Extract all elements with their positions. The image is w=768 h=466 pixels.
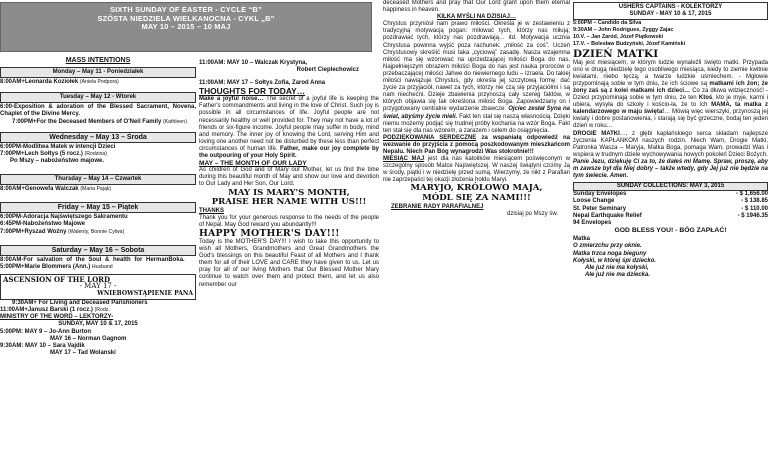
ushers-title: USHERS CAPTAINS - KOLEKTORZY [618,4,723,10]
ascension-polish: WNIEBOWSTĄPIENIE PANA [97,290,193,298]
day-friday [0,202,196,235]
maryjo-heading-1: MARYJO, KRÓLOWO MAJA, [410,183,543,194]
day-header: Friday – May 15 – Piątek [0,202,196,213]
mothers-day-continued: deceased Mothers and pray that Our Lord grant upon them eternal happiness in heaven. [383,0,570,14]
thoughts-body: Make a joyful noise… The secret of a joyful life is keeping the Father's commandments and living in the love of Christ. Such joy is possible in all circumstances of life. Joyful people are not necessarily healthy or well provided for. They may not have a lot of friends or six-figure income. Joyful people may suffer in body, mind and memory. The inner joy of knowing the Lord, serving Him and loving one another need not be disturbed by these less than perfect circumstances of human life. Father, make our joy complete by the outpouring of your Holy Spirit. [199,96,380,160]
ministry-line: 9:30AM: MAY 10 – Sara Vajdik [0,342,85,349]
banner-title-english: SIXTH SUNDAY OF EASTER - CYCLE “B” [110,5,262,14]
intention-line: 6:00-Exposition & adoration of the Blessed Sacrament, Novena, Chaplet of the Divine Mercy. [0,104,196,118]
ministry-line: 5:00PM: MAY 9 – Jo-Ann Burton [0,328,92,335]
thoughts-title: THOUGHTS FOR TODAY… [199,86,306,97]
intention-line: 8:00AM+Leonarda Koziołek (Aniela Podpora) [0,79,119,86]
dzien-matki-body: Maj jest miesiącem, w którym ludzie wynaleźli święto matki. Przypada ono w drugą niedzielę tego osobliwego miesiąca, kiedy to ziemie kwitnie kwiatami, niebo tęczą, a twarze ludzkie uśmiechem. - Mgłowie przypominają sobie w tym dniu, że ich ściowe są matkami ich żon; że żony zaś są z kolei matkami ich dzieci… Co za dłuwa wdzięczność! - Dzieci przypominają sobie w tym dniu, że ten Ktoś, kto je myje, karmi i ubiera, wysyła do szkoły i kościo-ła, że to ich MAMA, ta matka z kalendarzowego w maju święta!… Mówią więc wierszyki, przynoszą jej kwiaty i dobre postanowienia, i starają się być grzeczne, bodaj ten jeden dzień w roku… [573,59,768,130]
kilka-title: KILKA MYŚLI NA DZISIAJ… [437,14,516,21]
matka-line: Kołyski, w której śpi dziecko. [573,257,657,264]
usher-line: 5:00PM – Candido da Silva [573,20,642,27]
mass-intentions-column [0,0,196,357]
month-title: MAY – THE MONTH OF OUR LADY [199,160,307,168]
ministry-subtitle: SUNDAY, MAY 10 & 17, 2015 [58,321,138,328]
intention-line: 7:00PM+Lech Sołtys (5 rocz.) (Rodzina) [0,150,108,157]
thoughts-column [199,57,379,289]
usher-line: 9:30AM – John Rodrigues, Zyggy Zajac [573,27,674,34]
intention-line: 6:45PM-Nabożeństwo Majowe [0,221,86,228]
intention-line: 7:00PM+For the Deceased Members of O'Neil Family (Kathleen) [12,118,187,125]
matka-line: Ale już nie ma dziecka. [585,271,651,278]
day-header: Wednesday – May 13 – Środa [0,132,196,143]
intention-line: 8:00AM-For salvation of the Soul & health for HermanBoka. [0,256,185,263]
polish-thoughts-column [383,0,570,218]
table-row: Nepal Earthquake Relief - $ 1946.35 [573,212,768,219]
ministry-line: 11:00AM: MAY 10 – Walczak Krystyna, [199,60,308,66]
intention-line: Po Mszy – nabożeństwo majowe. [10,157,105,164]
intention-line: 11:00AM+Janusz Barski (1 rocz.) (Rodz. [0,307,110,314]
ministry-line: 11:00AM: MAY 17 – Sołtys Zofia, Zarod Anna [199,80,326,87]
ministry-line: MAY 17 – Tad Wolanski [50,349,116,356]
table-row: 94 Envelopes [573,220,612,227]
maryjo-heading-2: MÓDL SIĘ ZA NAMI!!! [422,193,531,204]
month-body: As children of God and of Mary our Mother, let us find the time during this beautiful month of May and show our love and devotion to Our Lady and Her Son, Our Lord. [199,167,379,188]
may-heading-2: PRAISE HER NAME WITH US!!! [211,197,367,208]
miesiac-maj: MIESIĄC MAJ jest dla nas katolików miesiącem poświęconym w szczególny sposób Matce Najświętszej. W naszej świątyni czcimy Ją w środy, piątki i w niedzielę przed sumą. Wierzymy, że nikt z Parafian nie zaprzepaści tej okazji złożenia hołdu Maryi. [383,156,571,184]
ushers-header [573,2,768,20]
intention-line: 6:00PM-Modlitwa Matek w intencji Dzieci [0,143,116,150]
podziekowania: PODZIĘKOWANIA SERDECZNE za wspaniałą odpowiedź na wezwanie do przyjścia z pomocą poszkodowanym mieszkańcom Nepalu. Niech Pan Bóg wynagrodzi Was stokrotnie!!! [383,134,570,155]
intention-line: 7:00PM+Ryszad Woźny (Walenty, Bonnie Cylwa) [0,228,125,235]
day-monday [0,67,196,86]
intention-line: 9:30AM+ For Living and Deceased Parishioners [12,300,148,307]
day-header: Saturday – May 16 – Sobota [0,245,196,256]
day-tuesday [0,92,196,125]
matka-line: O zmierzchu przy oknie. [573,243,642,250]
ushers-column [573,0,768,279]
ascension-title: ASCENSION OF THE LORD [3,274,111,284]
day-wednesday [0,132,196,165]
collections-table [573,191,768,227]
kilka-body: Chrystus przyniósł nam prawo miłości. Określa je w zestawieniu z tradycyjną motywacją pogan: miłować tych, którzy nas miłują; pozdrawiać tych, którzy nas pozdrawiają… itd. Motywacja ucznia Chrystusa powinna wyjść poza rachunek: „miłość za coś”. Uczeń Chrystusowy skreślić musi taka „cyciową” zasadę. Nasza wzajemna miłość ma się wzorować na uprzedzającej miłości Boga do nas. Najpełniejszym obrazem miłości Boga do nas jest nauka proroców o przebaczającej miłości Jahwe do niewiernego ludu – Izraela. Do takiej miłości nawiązuje Chrystus, gdy określa jej szczytową formę: dać życie za przyjaciół, nawet za tych, którzy nie czą się przyjaciółmi i są nam niechećni. Dzieje zbawienia przynoszą cały szereg faktów, w których objawia się tak określona miłość Boga. Zapowiedziany on i przygotowany centralne wydarzenie zbawcze: Ojciec zesłał Syna na świat, abyśmy życie mieli. Fakt ten stał się naszą własnością. Dzięki niemu możemy podjąć się trudnej próby kochania na wzór Boga. Fakt ten stał się dla nas wzorem, a zarazem i celem do osiągnięcia. [383,21,571,134]
mass-intentions-title: MASS INTENTIONS [65,57,131,64]
day-header: Tuesday – May 12 - Wtorek [0,92,196,103]
usher-line: 10.V. – Jan Zaród, Józef Piątkowski [573,34,663,41]
zebranie-title: ZEBRANIE RADY PARAFIALNEJ [391,203,484,210]
panie-jezu-prayer: Panie Jezu, dziękuję Ci za to, że dałeś mi Mamę. Spraw, proszę, aby m zawsze był dla Niej dobry – także wtedy, gdy Jej już nie będzie na tym świecie. Amen. [573,158,768,180]
intention-line: 8:00AM+Genowefa Walczak (Maria Pająk) [0,186,112,193]
day-header: Thursday – May 14 – Czwartek [0,174,196,185]
day-header: Monday – May 11 - Poniedziałek [0,67,196,78]
intention-line: 6:00PM-Adoracja Najświętszego Sakramentu [0,214,128,221]
ministry-line: MAY 16 – Norman Gagnom [50,335,127,342]
table-row: Loose Change - $ 138.85 [573,198,768,205]
zebranie-body: dzisiaj po Mszy św. [506,210,558,217]
may-heading-1: MAY IS MARY'S MONTH, [228,187,350,198]
banner-title-polish: SZÓSTA NIEDZIELA WIELKANOCNA - CYKL „B” [97,13,275,23]
mothers-day-body: Today is the MOTHER'S DAY!!! I wish to take this opportunity to wish all Mothers, Grandmothers and Great Grandmothers the God's blessings on this beautiful Feast of all Mothers and I thank them for all of their LOVE and CARE they have given to us. Let us pray for all of our living Mothers that Our Blessed Mother Mary continue to watch over them and protect them, and let us also remember our [199,238,379,288]
matka-line: Ale już nie ma kołyski, [585,264,649,271]
mothers-day-heading: HAPPY MOTHER'S DAY!!! [199,227,340,239]
ascension-box [0,274,196,300]
intention-line: 5:00PM+Marie Blommers (Ann.) Husband [0,263,113,270]
thanks-body: Thank you for your generous response to the needs of the people of Nepal. May God reward you abundantly!!! [199,214,379,228]
collections-title: SUNDAY COLLECTIONS: MAY 3, 2015 [573,182,768,191]
banner-date: MAY 10 – 2015 – 10 MAJ [141,22,231,32]
matka-line: Matka trzca noga bieguny [573,250,647,257]
matka-title: Matka [573,236,591,243]
header-banner [0,2,372,52]
ministry-title: MINISTRY OF THE WORD – LEKTORZY- [0,314,114,321]
ministry-line: Robert Cieplechowicz [296,67,359,74]
ascension-date: - MAY 17 - [79,281,117,290]
dzien-matki-heading: DZIEŃ MATKI [573,47,659,60]
day-saturday [0,245,196,271]
god-bless-line: GOD BLESS YOU! - BÓG ZAPŁAĆ! [614,227,727,235]
table-row: St. Peter Seminary - $ 110.00 [573,205,768,212]
table-row: Sunday Envelopes - $ 1,656.00 [573,191,768,198]
thanks-title: THANKS [199,207,224,214]
day-thursday [0,174,196,193]
drogie-matki: DROGIE MATKI…, z głębi kapłańskiego serca składam najlepsze życzenia KAPŁANKOM naszych rodzin. Niech Wam, Drogie Matki, Patronka Wasza – Maryja, Matka Boga, pomaga Wam, prowadzi Was i wspiera w trudnym dziele wychowywania nowych pokoleń Dzieci Bożych. [573,130,768,158]
usher-line: 17.V. – Bolesław Budzyński, Józef Kamiński [573,41,686,48]
ushers-subtitle: SUNDAY - MAY 10 & 17, 2015 [629,11,712,18]
